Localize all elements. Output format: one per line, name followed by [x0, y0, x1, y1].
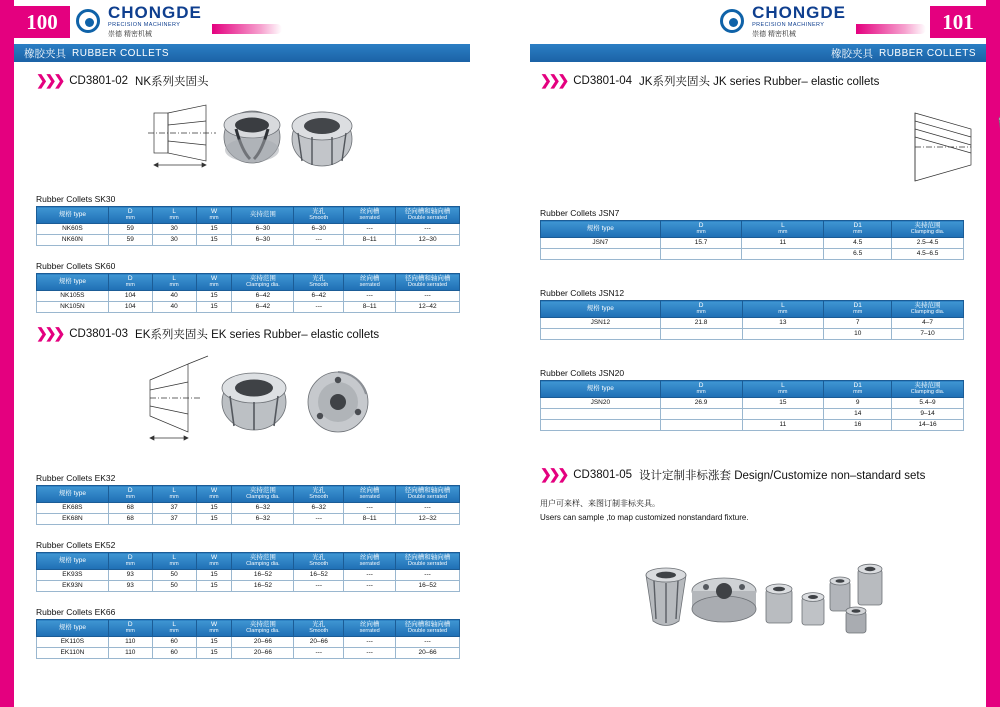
table-cell: 20–66	[232, 647, 294, 658]
table-cell: 16	[824, 419, 892, 430]
right-band-label-cn: 橡胶夹具	[830, 47, 873, 60]
section-heading-cd3801-03	[36, 325, 379, 342]
table-cell: 15	[196, 580, 232, 591]
table-cell: 40	[152, 290, 196, 301]
table-row	[541, 328, 964, 339]
table-cell: 6.5	[824, 248, 892, 259]
table-header-cell: 夹持范围 Clamping dia.	[892, 301, 964, 318]
company-logo-icon	[74, 7, 102, 35]
table-cell: 2.5–4.5	[892, 237, 964, 248]
spec-table-jsn20	[540, 380, 964, 431]
table-cell	[742, 248, 824, 259]
table-cell: 6–32	[232, 513, 294, 524]
table-row	[37, 513, 460, 524]
table-caption-jsn12: Rubber Collets JSN12	[540, 288, 625, 298]
table-cell: 21.8	[660, 317, 742, 328]
brand-name: CHONGDE	[752, 3, 846, 22]
table-cell: 15	[196, 569, 232, 580]
table-cell: 30	[152, 234, 196, 245]
brand-chinese-name: 崇德 精密机械	[108, 30, 152, 38]
table-row	[541, 248, 964, 259]
section-code-1: CD3801-03	[69, 327, 129, 340]
table-cell: JSN12	[541, 317, 661, 328]
table-cell: NK105N	[37, 301, 109, 312]
table-cell: NK60N	[37, 234, 109, 245]
table-cell: 9–14	[892, 408, 964, 419]
table-row	[37, 223, 460, 234]
table-cell: 59	[108, 234, 152, 245]
table-caption-ek52: Rubber Collets EK52	[36, 540, 116, 550]
left-page-title-band	[14, 44, 470, 62]
spec-table-jsn7	[540, 220, 964, 260]
table-cell	[541, 419, 661, 430]
table-cell: ---	[294, 234, 344, 245]
table-cell: ---	[294, 647, 344, 658]
table-header-cell: L mm	[742, 301, 824, 318]
table-cell: 68	[108, 513, 152, 524]
chevron-right-icon: ❯❯❯	[36, 325, 63, 341]
table-cell: 4.5–6.5	[892, 248, 964, 259]
table-cell: 14–16	[892, 419, 964, 430]
brand-subtitle: PRECISION MACHINERY	[752, 22, 825, 28]
table-cell	[742, 328, 824, 339]
table-header-cell: L mm	[152, 207, 196, 224]
table-cell: 15	[742, 397, 824, 408]
table-row	[37, 636, 460, 647]
table-header-cell: D mm	[108, 620, 152, 637]
table-header-cell: W mm	[196, 486, 232, 503]
table-header-cell: D mm	[108, 207, 152, 224]
figure-jk-collets	[895, 95, 1000, 190]
figure-custom-sets	[620, 535, 920, 655]
table-caption-jsn7: Rubber Collets JSN7	[540, 208, 620, 218]
table-cell: 59	[108, 223, 152, 234]
section-code-0: CD3801-02	[69, 74, 129, 87]
figure-nk-collets	[140, 95, 370, 180]
table-cell: 6–30	[232, 234, 294, 245]
right-page	[500, 0, 1000, 707]
table-cell: 15	[196, 647, 232, 658]
left-band-label-en: RUBBER COLLETS	[72, 47, 170, 59]
table-header-cell: 丝向槽 serrated	[344, 207, 396, 224]
table-header-cell: 夹持范围 Clamping dia.	[892, 221, 964, 238]
table-header-cell: L mm	[742, 381, 824, 398]
table-row	[541, 237, 964, 248]
table-cell: 16–52	[232, 569, 294, 580]
custom-note-cn: 用户可来样、来图订制非标夹具。	[540, 499, 660, 508]
table-header-cell: 规格 type	[541, 221, 661, 238]
table-row	[37, 290, 460, 301]
table-row	[541, 408, 964, 419]
table-cell: 104	[108, 290, 152, 301]
spec-table-ek52	[36, 552, 460, 592]
table-header-cell: 径向槽和轴向槽 Double serrated	[396, 553, 460, 570]
table-cell: EK68S	[37, 502, 109, 513]
table-cell: 8–11	[344, 513, 396, 524]
table-cell: 11	[742, 419, 824, 430]
table-header-cell: W mm	[196, 553, 232, 570]
table-caption-jsn20: Rubber Collets JSN20	[540, 368, 625, 378]
table-cell: 15	[196, 234, 232, 245]
table-header-cell: 光孔 Smooth	[294, 553, 344, 570]
table-cell: 30	[152, 223, 196, 234]
right-page-title-band	[530, 44, 986, 62]
table-cell: 15	[196, 636, 232, 647]
spec-table-ek66	[36, 619, 460, 659]
table-header-cell: 光孔 Smooth	[294, 486, 344, 503]
table-cell: 26.9	[660, 397, 742, 408]
table-cell: 11	[742, 237, 824, 248]
table-cell: 50	[152, 580, 196, 591]
table-cell: ---	[344, 223, 396, 234]
table-cell: 12–32	[396, 513, 460, 524]
table-cell: 4.5	[824, 237, 892, 248]
left-band-label-cn: 橡胶夹具	[24, 47, 66, 60]
table-header-cell: 夹持范围 Clamping dia.	[232, 486, 294, 503]
table-header-cell: D mm	[660, 381, 742, 398]
table-cell: 37	[152, 502, 196, 513]
section-heading-cd3801-04	[540, 72, 879, 89]
table-cell: 14	[824, 408, 892, 419]
table-cell: 7–10	[892, 328, 964, 339]
spec-table-jsn12	[540, 300, 964, 340]
table-header-cell: L mm	[152, 553, 196, 570]
figure-ek-collets	[130, 350, 380, 450]
table-cell: 16–52	[294, 569, 344, 580]
table-cell: 4–7	[892, 317, 964, 328]
table-header-cell: 丝向槽 serrated	[344, 486, 396, 503]
table-header-cell: 径向槽和轴向槽 Double serrated	[396, 486, 460, 503]
table-cell: ---	[396, 223, 460, 234]
table-header-cell: L mm	[152, 274, 196, 291]
table-caption-sk60: Rubber Collets SK60	[36, 261, 116, 271]
table-cell: ---	[396, 502, 460, 513]
table-header-cell: 光孔 Smooth	[294, 620, 344, 637]
left-page-number: 100	[14, 6, 70, 38]
table-cell: 6–32	[294, 502, 344, 513]
table-cell: ---	[344, 647, 396, 658]
left-page-side-bar	[0, 0, 14, 707]
table-cell: JSN7	[541, 237, 661, 248]
table-header-cell: 规格 type	[541, 301, 661, 318]
table-cell: 6–42	[232, 290, 294, 301]
brand-logo	[518, 4, 926, 38]
brand-name: CHONGDE	[108, 3, 202, 22]
table-cell: 6–32	[232, 502, 294, 513]
table-cell: 110	[108, 647, 152, 658]
table-cell	[541, 408, 661, 419]
section-title-1: 设计定制非标涨套 Design/Customize non–standard sets	[639, 469, 926, 482]
table-cell: 8–11	[344, 234, 396, 245]
table-header-cell: 径向槽和轴向槽 Double serrated	[396, 274, 460, 291]
table-cell: 15	[196, 290, 232, 301]
table-cell: 7	[824, 317, 892, 328]
table-cell: 60	[152, 647, 196, 658]
chevron-right-icon: ❯❯❯	[540, 72, 567, 88]
table-cell: 20–66	[232, 636, 294, 647]
table-cell: 5.4–9	[892, 397, 964, 408]
table-header-cell: D mm	[108, 553, 152, 570]
table-header-cell: 光孔 Smooth	[294, 207, 344, 224]
table-row	[37, 502, 460, 513]
table-cell: ---	[294, 301, 344, 312]
section-title-1: EK系列夹固头 EK series Rubber– elastic collets	[135, 328, 380, 341]
table-header-cell: 夹持范围 Clamping dia.	[892, 381, 964, 398]
table-cell: ---	[396, 569, 460, 580]
company-logo-icon	[718, 7, 746, 35]
brand-swoosh-decoration	[212, 24, 282, 34]
table-cell: 6–30	[294, 223, 344, 234]
table-cell: ---	[294, 580, 344, 591]
right-page-number: 101	[930, 6, 986, 38]
table-cell: ---	[294, 513, 344, 524]
table-header-cell: 光孔 Smooth	[294, 274, 344, 291]
table-header-cell: 规格 type	[541, 381, 661, 398]
table-header-cell: D1 mm	[824, 381, 892, 398]
table-cell: 15.7	[660, 237, 742, 248]
table-cell: 9	[824, 397, 892, 408]
table-row	[541, 317, 964, 328]
section-code-0: CD3801-04	[573, 74, 633, 87]
table-cell: 15	[196, 513, 232, 524]
table-header-cell: D mm	[660, 221, 742, 238]
table-cell: ---	[344, 290, 396, 301]
table-cell	[541, 328, 661, 339]
table-cell: 20–66	[396, 647, 460, 658]
left-page-header	[74, 4, 482, 42]
table-cell: 13	[742, 317, 824, 328]
table-cell	[660, 248, 742, 259]
table-cell: ---	[344, 569, 396, 580]
table-cell: ---	[396, 290, 460, 301]
table-cell: JSN20	[541, 397, 661, 408]
table-header-cell: D mm	[108, 274, 152, 291]
table-caption-ek66: Rubber Collets EK66	[36, 607, 116, 617]
table-row	[37, 647, 460, 658]
table-header-cell: 夹持范围	[232, 207, 294, 224]
chevron-right-icon: ❯❯❯	[36, 72, 63, 88]
table-header-cell: 规格 type	[37, 553, 109, 570]
table-header-cell: W mm	[196, 620, 232, 637]
brand-logo	[74, 4, 482, 38]
table-header-cell: 径向槽和轴向槽 Double serrated	[396, 620, 460, 637]
table-header-cell: D mm	[108, 486, 152, 503]
table-cell	[660, 419, 742, 430]
table-cell	[660, 328, 742, 339]
section-code-1: CD3801-05	[573, 468, 633, 481]
table-cell: 60	[152, 636, 196, 647]
table-cell: 37	[152, 513, 196, 524]
table-row	[37, 569, 460, 580]
table-cell: 93	[108, 580, 152, 591]
brand-chinese-name: 崇德 精密机械	[752, 30, 797, 38]
table-cell: 15	[196, 223, 232, 234]
section-heading-cd3801-05	[540, 466, 925, 483]
table-cell: ---	[396, 636, 460, 647]
section-title-0: NK系列夹固头	[135, 75, 209, 88]
table-cell: 40	[152, 301, 196, 312]
spec-table-sk60	[36, 273, 460, 313]
table-cell: 12–30	[396, 234, 460, 245]
custom-note-en: Users can sample ,to map customized nonstandard fixture.	[540, 513, 749, 522]
table-header-cell: 夹持范围 Clamping dia.	[232, 553, 294, 570]
table-header-cell: L mm	[742, 221, 824, 238]
table-caption-ek32: Rubber Collets EK32	[36, 473, 116, 483]
table-cell: ---	[344, 636, 396, 647]
table-cell: EK68N	[37, 513, 109, 524]
table-cell: 16–52	[232, 580, 294, 591]
table-cell: 15	[196, 301, 232, 312]
table-cell: 110	[108, 636, 152, 647]
table-header-cell: 丝向槽 serrated	[344, 620, 396, 637]
chevron-right-icon: ❯❯❯	[540, 466, 567, 482]
section-title-0: JK系列夹固头 JK series Rubber– elastic collets	[639, 75, 880, 88]
table-header-cell: L mm	[152, 620, 196, 637]
table-header-cell: 夹持范围 Clamping dia.	[232, 274, 294, 291]
table-row	[541, 397, 964, 408]
table-cell: 68	[108, 502, 152, 513]
table-cell	[660, 408, 742, 419]
table-cell: 10	[824, 328, 892, 339]
table-cell: ---	[344, 580, 396, 591]
right-band-label-en: RUBBER COLLETS	[878, 47, 976, 59]
table-cell: 16–52	[396, 580, 460, 591]
table-header-cell: L mm	[152, 486, 196, 503]
table-header-cell: 规格 type	[37, 274, 109, 291]
section-heading-cd3801-02	[36, 72, 209, 89]
table-cell: EK110S	[37, 636, 109, 647]
table-cell: 6–42	[294, 290, 344, 301]
table-cell: 6–30	[232, 223, 294, 234]
brand-swoosh-decoration	[856, 24, 926, 34]
table-cell: 93	[108, 569, 152, 580]
table-row	[37, 301, 460, 312]
table-header-cell: W mm	[196, 274, 232, 291]
table-header-cell: D mm	[660, 301, 742, 318]
table-header-cell: 丝向槽 serrated	[344, 274, 396, 291]
spec-table-sk30	[36, 206, 460, 246]
table-cell: EK110N	[37, 647, 109, 658]
table-cell: NK60S	[37, 223, 109, 234]
table-row	[37, 580, 460, 591]
spec-table-ek32	[36, 485, 460, 525]
table-header-cell: 径向槽和轴向槽 Double serrated	[396, 207, 460, 224]
table-row	[37, 234, 460, 245]
table-cell: 12–42	[396, 301, 460, 312]
table-header-cell: D1 mm	[824, 301, 892, 318]
table-caption-sk30: Rubber Collets SK30	[36, 194, 116, 204]
table-header-cell: 规格 type	[37, 620, 109, 637]
brand-subtitle: PRECISION MACHINERY	[108, 22, 181, 28]
table-cell: 104	[108, 301, 152, 312]
table-cell: 6–42	[232, 301, 294, 312]
table-header-cell: 丝向槽 serrated	[344, 553, 396, 570]
table-cell: 15	[196, 502, 232, 513]
right-page-header	[518, 4, 926, 42]
table-header-cell: 夹持范围 Clamping dia.	[232, 620, 294, 637]
table-cell: EK93N	[37, 580, 109, 591]
table-cell: EK93S	[37, 569, 109, 580]
table-header-cell: 规格 type	[37, 486, 109, 503]
table-cell: ---	[344, 502, 396, 513]
table-cell: 50	[152, 569, 196, 580]
table-cell: NK105S	[37, 290, 109, 301]
table-cell	[742, 408, 824, 419]
table-row	[541, 419, 964, 430]
table-header-cell: D1 mm	[824, 221, 892, 238]
table-cell	[541, 248, 661, 259]
table-cell: 8–11	[344, 301, 396, 312]
table-header-cell: 规格 type	[37, 207, 109, 224]
table-header-cell: W mm	[196, 207, 232, 224]
table-cell: 20–66	[294, 636, 344, 647]
